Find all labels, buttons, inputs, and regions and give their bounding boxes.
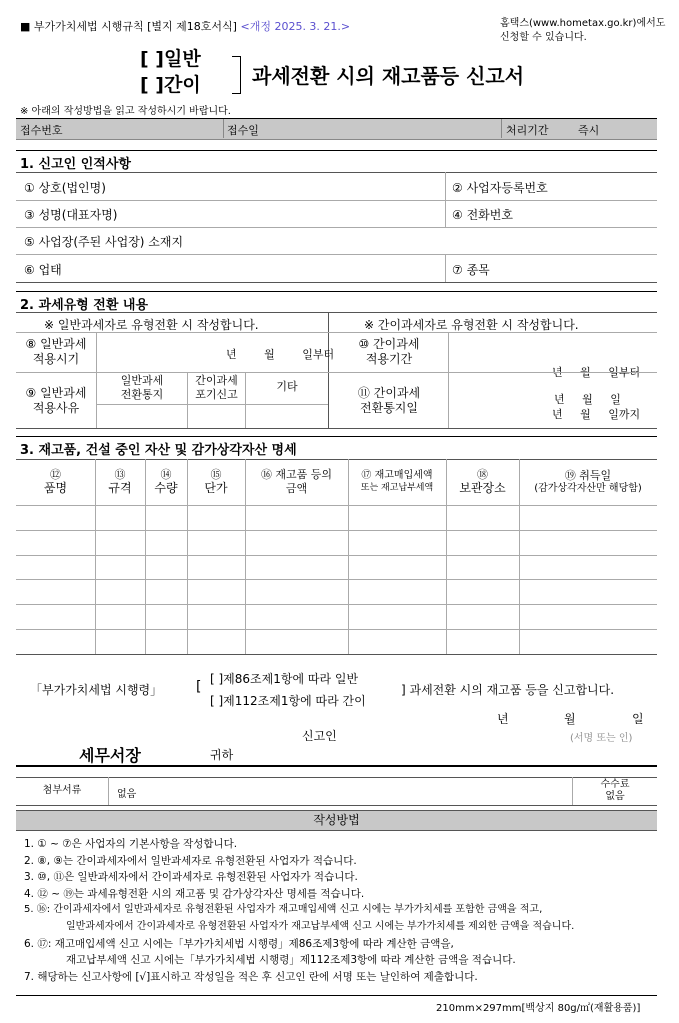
col15-num: ⑮ [210,467,222,481]
col12-label: 품명 [43,481,68,496]
table-row[interactable] [16,556,657,579]
instructions-title: 작성방법 [16,810,657,831]
r10-label-1: ⑩ 간이과세 [358,337,420,351]
hometax-notice [500,17,665,45]
col18-num: ⑱ [477,467,488,481]
processing-period-value: 즉시 [578,124,600,137]
general-start-label [16,333,96,371]
processing-period-label: 처리기간 [506,124,549,137]
col14-label: 수량 [154,481,178,496]
col-header-spec [95,461,145,503]
col18-label: 보관장소 [459,481,506,496]
sub2-line1: 간이과세 [195,374,238,388]
sub1-line2: 전환통지 [120,388,164,401]
reporter-label: 신고인 [302,729,337,743]
col-header-amount [245,461,348,503]
fee-value: 없음 [605,791,625,802]
col19-num: ⑲ 취득일 [564,468,612,482]
r11-label-1: ⑪ 간이과세 [357,385,421,400]
date-day[interactable]: 일 [632,712,644,726]
business-type-field[interactable]: ⑥ 업태 [24,263,62,277]
declaration-option-general[interactable]: [ ]제86조제1항에 따라 일반 [210,672,359,686]
r9-label-2: 적용사유 [32,400,80,415]
date-year[interactable]: 년 [497,712,509,726]
col16-label: 금액 [285,482,308,495]
r9-label-1: ⑨ 일반과세 [25,385,87,400]
paper-spec: 210mm×297mm[백상지 80g/㎡(재활용품)] [436,1003,641,1014]
declaration-option-simplified[interactable]: [ ]제112조제1항에 따라 간이 [210,694,366,708]
col19-label: (감가상각자산만 해당함) [534,482,642,494]
col-header-quantity [145,461,187,503]
hometax-line2: 신청할 수 있습니다. [500,32,587,43]
page-title: 과세전환 시의 재고품등 신고서 [252,64,525,88]
date-month[interactable]: 월 [564,712,576,726]
table-row[interactable] [16,506,657,530]
phone-number-field[interactable]: ④ 전화번호 [452,208,513,222]
sub1-line1: 일반과세 [120,374,164,388]
instruction-line: 2. ⑧, ⑨는 간이과세자에서 일반과세자로 유형전환된 사업자가 적습니다. [24,854,357,867]
col13-label: 규격 [108,481,132,496]
col13-num: ⑬ [114,467,126,481]
instruction-line: 7. 해당하는 신고사항에 [√]표시하고 작성일을 적은 후 신고인 란에 서명 또는 날인하여 제출합니다. [24,970,478,983]
general-conversion-note: ※ 일반과세자로 유형전환 시 작성합니다. [44,318,259,332]
simplified-conversion-note: ※ 간이과세자로 유형전환 시 작성합니다. [364,318,579,332]
business-reg-number-field[interactable]: ② 사업자등록번호 [452,181,548,195]
reason-abandonment [188,373,245,403]
instruction-line: 일반과세자에서 간이과세자로 유형전환된 사업자가 재고납부세액 신고 시에는 부가가치세를 제외한 금액을 적습니다. [66,920,575,932]
r10-from[interactable]: 년 월 일부터 [552,366,641,379]
business-item-field[interactable]: ⑦ 종목 [452,263,490,277]
general-reason-label [16,373,96,428]
r11-label-2: 전환통지일 [360,400,418,415]
col-header-unit-price [187,461,245,503]
instruction-line: 3. ⑩, ⑪은 일반과세자에서 간이과세자로 유형전환된 사업자가 적습니다. [24,871,358,884]
instruction-line: 재고납부세액 신고 시에는「부가가치세법 시행령」제112조제3항에 따라 계산한 금액을 적습니다. [66,954,516,967]
simplified-period-label [330,333,448,371]
hometax-line1: 홈택스(www.hometax.go.kr)에서도 [500,18,666,29]
general-start-date-field[interactable]: 년 월 일부터 [226,348,335,361]
honorific: 귀하 [210,748,234,762]
reason-other: 기타 [276,380,298,394]
revision-text: <개정 2025. 3. 21.> [240,20,351,33]
col14-num: ⑭ [160,467,172,481]
col-header-acquisition-date [519,461,657,503]
instruction-line: 6. ⑰: 재고매입세액 신고 시에는「부가가치세법 시행령」제86조제3항에 따라 계산한 금액을, [24,937,454,950]
declaration-text: ] 과세전환 시의 재고품 등을 신고합니다. [401,683,615,697]
tax-office-name: 세무서장 [79,746,141,765]
fee-box [573,778,657,804]
simplified-period-field[interactable] [552,338,640,436]
instruction-line: 5. ⑯: 간이과세자에서 일반과세자로 유형전환된 사업자가 재고매입세액 신고 시에는 부가가치세를 포함한 금액을 적고, [24,904,543,916]
form-ref-text: ■ 부가가치세법 시행규칙 [별지 제18호서식] [20,20,237,33]
col-header-storage [446,461,519,503]
simplified-notice-date-label [330,373,448,428]
law-reference: 「부가가치세법 시행령」 [30,683,163,697]
col-header-tax [348,461,446,503]
instruction-line: 4. ⑫ ~ ⑲는 과세유형전환 시의 재고품 및 감가상각자산 명세를 적습니다. [24,887,365,900]
attachments-value: 없음 [117,789,137,800]
section3-title: 3. 재고품, 건설 중인 자산 및 감가상각자산 명세 [20,443,297,458]
title-brace [232,56,241,94]
signature-field[interactable]: (서명 또는 인) [570,733,633,744]
r10-to[interactable]: 년 월 일까지 [552,408,641,421]
instruction-line: 1. ① ~ ⑦은 사업자의 기본사항을 작성합니다. [24,838,238,850]
table-row[interactable] [16,630,657,654]
declaration-options [210,668,366,712]
table-row[interactable] [16,605,657,629]
representative-name-field[interactable]: ③ 성명(대표자명) [24,208,118,222]
r8-label-1: ⑧ 일반과세 [25,337,87,351]
receipt-date-label: 접수일 [227,124,259,137]
simplified-notice-date-field[interactable]: 년 월 일 [554,393,621,406]
col-header-item-name [16,461,95,503]
reason-conversion-notice [97,373,187,403]
table-row[interactable] [16,531,657,555]
r10-label-2: 적용기간 [365,352,413,366]
fee-label: 수수료 [600,778,630,790]
company-name-field[interactable]: ① 상호(법인명) [24,181,106,195]
sub2-line2: 포기신고 [195,388,238,401]
form-reference [20,18,350,34]
section1-title: 1. 신고인 인적사항 [20,157,131,172]
business-address-field[interactable]: ⑤ 사업장(주된 사업장) 소재지 [24,235,184,249]
r8-label-2: 적용시기 [32,352,80,366]
col15-label: 단가 [204,481,228,496]
section2-title: 2. 과세유형 전환 내용 [20,298,149,313]
receipt-row [16,118,657,140]
col16-num: ⑯ 재고품 등의 [260,468,333,482]
col17-num: ⑰ 재고매입세액 [361,470,433,482]
bracket-open: [ [196,679,202,695]
attachments-label: 첨부서류 [42,784,82,796]
instruction-note: ※ 아래의 작성방법을 읽고 작성하시기 바랍니다. [20,106,231,117]
instructions-list [24,836,574,985]
receipt-number-label: 접수번호 [20,124,63,137]
col12-num: ⑫ [50,467,61,481]
title-options [140,46,201,98]
title-option-general[interactable]: [ ]일반 [140,48,201,70]
table-row[interactable] [16,580,657,604]
col17-label: 또는 재고납부세액 [360,482,434,493]
title-option-simplified[interactable]: [ ]간이 [140,74,201,96]
